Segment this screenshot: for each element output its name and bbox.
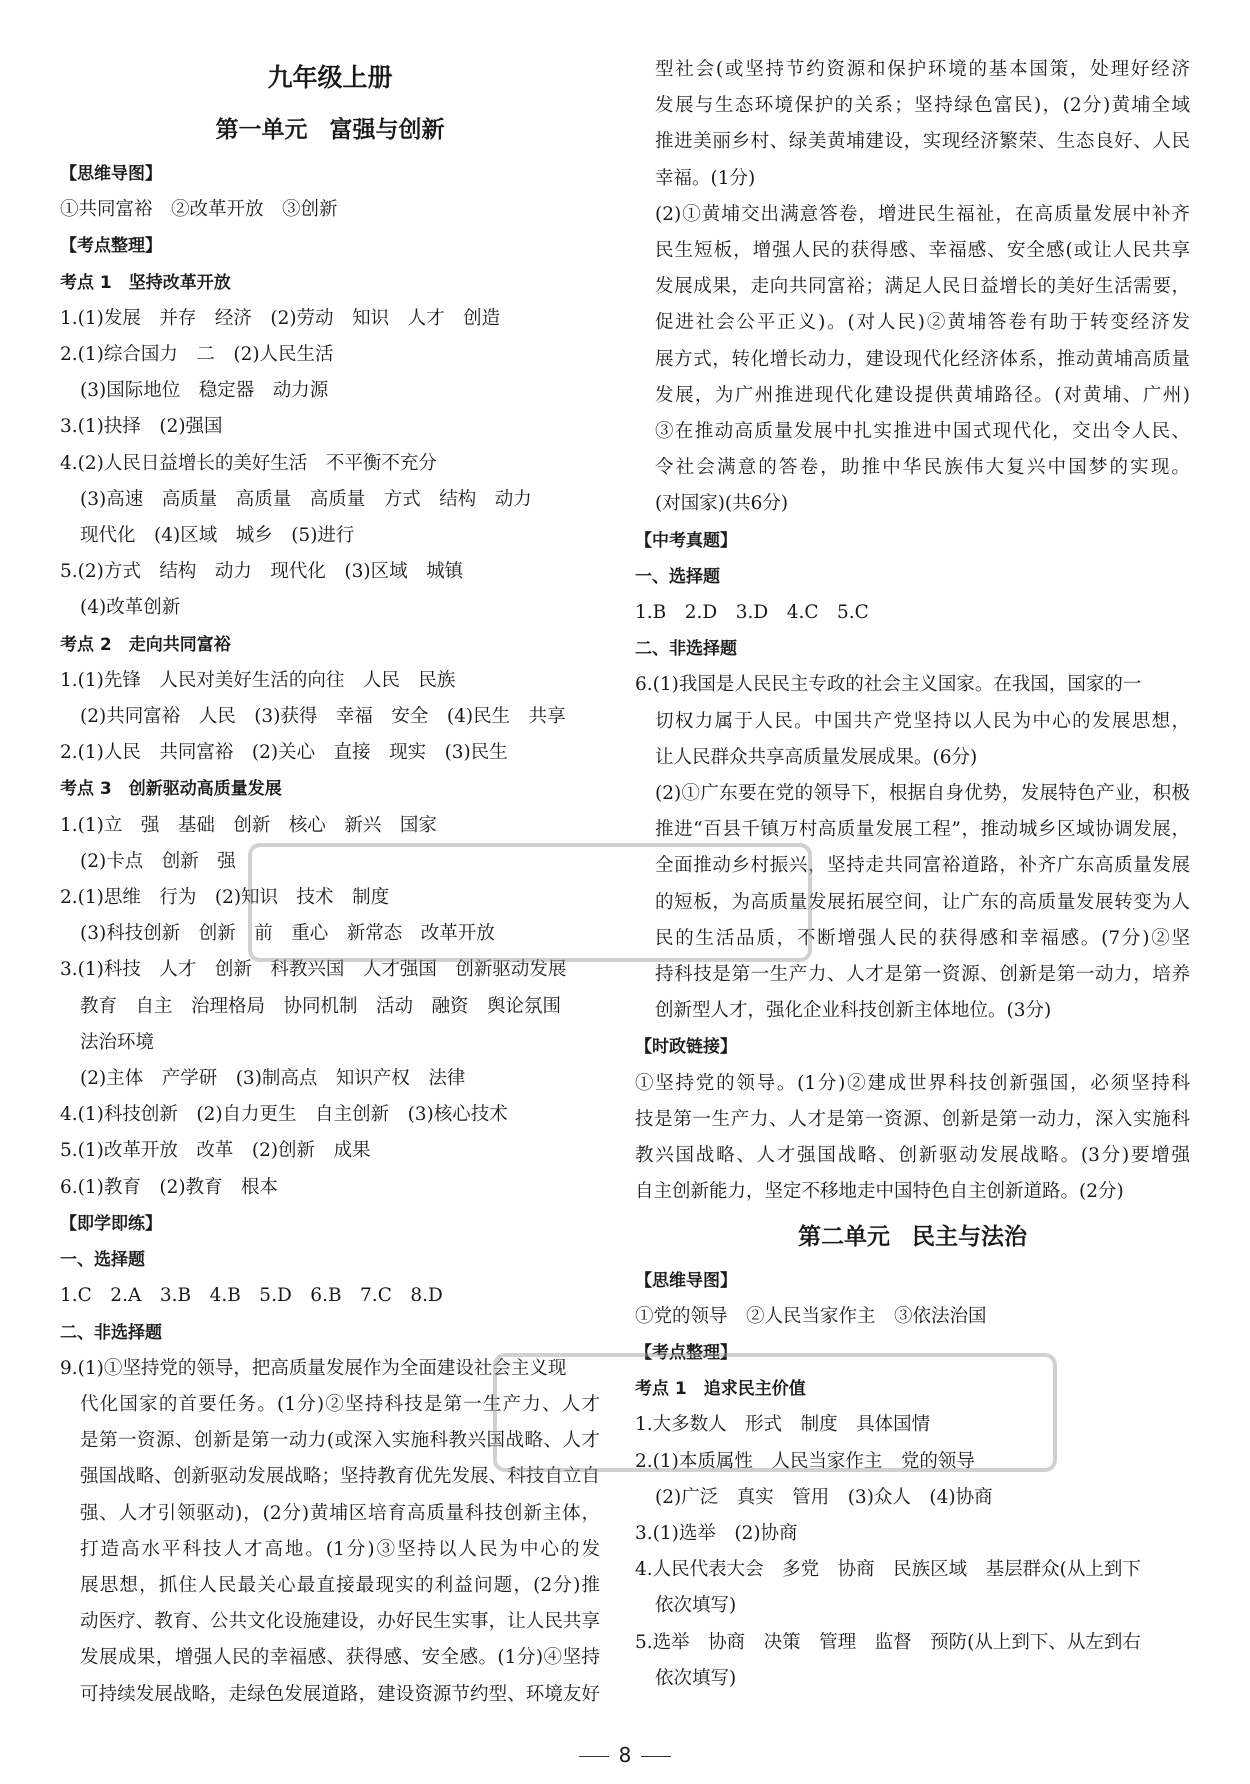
answer-line: (2)广泛 真实 管用 (3)众人 (4)协商 bbox=[655, 1486, 993, 1508]
answer-line: 法治环境 bbox=[80, 1031, 155, 1053]
section-heading: 二、非选择题 bbox=[60, 1322, 162, 1343]
answer-line: ①坚持党的领导。(1分)②建成世界科技创新强国，必须坚持科 bbox=[635, 1072, 1190, 1094]
answer-line: 自主创新能力，坚定不移地走中国特色自主创新道路。(2分) bbox=[635, 1181, 1124, 1203]
question-9-answer bbox=[60, 1351, 600, 1713]
answer-line: 展方式，转化增长动力，建设现代化经济体系，推动黄埔高质量 bbox=[655, 348, 1190, 370]
answer-line: (2)①黄埔交出满意答卷，增进民生福祉，在高质量发展中补齐 bbox=[655, 203, 1190, 225]
answer-line: 依次填写) bbox=[655, 1667, 737, 1689]
answer-line: 全面推动乡村振兴，坚持走共同富裕道路，补齐广东高质量发展 bbox=[655, 855, 1190, 877]
kaodian-3-list bbox=[60, 808, 600, 1206]
answer-line: 的短板，为高质量发展拓展空间，让广东的高质量发展转变为人 bbox=[655, 891, 1190, 913]
answer-line: 打造高水平科技人才高地。(1分)③坚持以人民为中心的发 bbox=[80, 1538, 600, 1560]
section-heading: 二、非选择题 bbox=[635, 639, 737, 660]
answer-line: (2)主体 产学研 (3)制高点 知识产权 法律 bbox=[80, 1068, 466, 1090]
answer-line: 民的生活品质，不断增强人民的获得感和幸福感。(7分)②坚 bbox=[655, 927, 1190, 949]
answer-line: (2)共同富裕 人民 (3)获得 幸福 安全 (4)民生 共享 bbox=[80, 706, 566, 728]
unit2-name: 民主与法治 bbox=[912, 1223, 1027, 1250]
section-heading: 一、选择题 bbox=[60, 1250, 145, 1271]
section-tag: 【中考真题】 bbox=[635, 530, 737, 551]
answer-line: 让人民群众共享高质量发展成果。(6分) bbox=[655, 746, 978, 768]
section-tag: 【时政链接】 bbox=[635, 1037, 737, 1058]
kaodian-title: 考点 3 创新驱动高质量发展 bbox=[60, 779, 282, 800]
answer-line: 发展与生态环境保护的关系；坚持绿色富民)，(2分)黄埔全域 bbox=[655, 95, 1190, 117]
kaodian-title: 考点 1 坚持改革开放 bbox=[60, 272, 231, 293]
answer-line: (3)科技创新 创新 前 重心 新常态 改革开放 bbox=[80, 923, 495, 945]
left-column bbox=[60, 52, 600, 1713]
answer-line: (3)国际地位 稳定器 动力源 bbox=[80, 380, 329, 402]
unit2-label: 第二单元 bbox=[798, 1223, 890, 1250]
answer-line: 代化国家的首要任务。(1分)②坚持科技是第一生产力、人才 bbox=[80, 1393, 600, 1415]
mind-map-answers: ①党的领导 ②人民当家作主 ③依法治国 bbox=[635, 1305, 987, 1327]
page-footer bbox=[0, 1743, 1250, 1767]
section-heading: 一、选择题 bbox=[635, 566, 720, 587]
kaodian-1-list bbox=[60, 301, 600, 627]
grade-title: 九年级上册 bbox=[267, 63, 393, 92]
section-tag: 【思维导图】 bbox=[60, 164, 162, 184]
answer-line: 4.(2)人民日益增长的美好生活 不平衡不充分 bbox=[60, 452, 437, 474]
answer-line: 3.(1)科技 人才 创新 科教兴国 人才强国 创新驱动发展 bbox=[60, 959, 567, 981]
answer-line: 民生短板，增强人民的获得感、幸福感、安全感(或让人民共享 bbox=[655, 240, 1190, 262]
answer-line: 型社会(或坚持节约资源和保护环境的基本国策，处理好经济 bbox=[655, 59, 1190, 80]
choice-answers: 1.C 2.A 3.B 4.B 5.D 6.B 7.C 8.D bbox=[60, 1285, 443, 1307]
answer-line: (对国家)(共6分) bbox=[655, 493, 789, 515]
unit2-kaodian-1-list bbox=[635, 1407, 1190, 1697]
unit2-title bbox=[635, 1211, 1190, 1263]
answer-line: 令社会满意的答卷，助推中华民族伟大复兴中国梦的实现。 bbox=[655, 457, 1190, 479]
question-9-continued bbox=[635, 52, 1190, 523]
answer-line: 持科技是第一生产力、人才是第一资源、创新是第一动力，培养 bbox=[655, 964, 1190, 986]
unit1-name: 富强与创新 bbox=[329, 117, 445, 143]
answer-line: 推进“百县千镇万村高质量发展工程”，推动城乡区域协调发展， bbox=[655, 819, 1190, 841]
answer-line: 促进社会公平正义)。(对人民)②黄埔答卷有助于转变经济发 bbox=[655, 312, 1190, 334]
answer-line: 创新型人才，强化企业科技创新主体地位。(3分) bbox=[655, 1000, 1052, 1022]
answer-line: 幸福。(1分) bbox=[655, 167, 756, 189]
answer-line: 3.(1)选举 (2)协商 bbox=[635, 1522, 798, 1544]
section-tag: 【考点整理】 bbox=[60, 236, 162, 257]
answer-line: 教育 自主 治理格局 协同机制 活动 融资 舆论氛围 bbox=[80, 995, 562, 1017]
answer-line: 教兴国战略、人才强国战略、创新驱动发展战略。(3分)要增强 bbox=[635, 1145, 1190, 1167]
answer-line: 1.(1)立 强 基础 创新 核心 新兴 国家 bbox=[60, 814, 437, 836]
kaodian-2-list bbox=[60, 663, 600, 772]
question-6-answer bbox=[635, 667, 1190, 1029]
answer-line: 9.(1)①坚持党的领导，把高质量发展作为全面建设社会主义现 bbox=[60, 1357, 567, 1379]
answer-line: 动医疗、教育、公共文化设施建设，办好民生实事，让人民共享 bbox=[80, 1611, 600, 1633]
kaodian-title: 考点 1 追求民主价值 bbox=[635, 1379, 806, 1400]
answer-line: 1.大多数人 形式 制度 具体国情 bbox=[635, 1414, 931, 1436]
answer-line: 6.(1)我国是人民民主专政的社会主义国家。在我国，国家的一 bbox=[635, 674, 1142, 696]
answer-line: 依次填写) bbox=[655, 1595, 737, 1617]
kaodian-title: 考点 2 走向共同富裕 bbox=[60, 634, 231, 655]
section-tag: 【考点整理】 bbox=[635, 1342, 737, 1363]
page-number: 8 bbox=[618, 1743, 632, 1767]
unit1-title bbox=[60, 104, 600, 156]
answer-line: 可持续发展战略，走绿色发展道路，建设资源节约型、环境友好 bbox=[80, 1683, 600, 1705]
answer-line: 发展成果，增强人民的幸福感、获得感、安全感。(1分)④坚持 bbox=[80, 1647, 600, 1669]
answer-line: 推进美丽乡村、绿美黄埔建设，实现经济繁荣、生态良好、人民 bbox=[655, 131, 1190, 153]
answer-line: 1.(1)发展 并存 经济 (2)劳动 知识 人才 创造 bbox=[60, 307, 501, 329]
answer-line: 展思想，抓住人民最关心最直接最现实的利益问题，(2分)推 bbox=[80, 1574, 600, 1596]
exam-choice-answers: 1.B 2.D 3.D 4.C 5.C bbox=[635, 602, 869, 624]
answer-line: 现代化 (4)区域 城乡 (5)进行 bbox=[80, 525, 355, 547]
answer-line: 1.(1)先锋 人民对美好生活的向往 人民 民族 bbox=[60, 669, 456, 691]
answer-line: 切权力属于人民。中国共产党坚持以人民为中心的发展思想， bbox=[655, 710, 1190, 732]
answer-line: (2)①广东要在党的领导下，根据自身优势，发展特色产业，积极 bbox=[655, 783, 1190, 805]
answer-line: 2.(1)本质属性 人民当家作主 党的领导 bbox=[635, 1450, 975, 1472]
unit1-label: 第一单元 bbox=[215, 117, 308, 143]
answer-line: 是第一资源、创新是第一动力(或深入实施科教兴国战略、人才 bbox=[80, 1430, 600, 1452]
answer-line: 6.(1)教育 (2)教育 根本 bbox=[60, 1176, 279, 1198]
answer-line: 4.(1)科技创新 (2)自力更生 自主创新 (3)核心技术 bbox=[60, 1104, 508, 1126]
mind-map-answers: ①共同富裕 ②改革开放 ③创新 bbox=[60, 199, 338, 221]
answer-line: 4.人民代表大会 多党 协商 民族区域 基层群众(从上到下 bbox=[635, 1559, 1141, 1581]
answer-line: ③在推动高质量发展中扎实推进中国式现代化，交出令人民、 bbox=[655, 421, 1190, 443]
current-affairs-answer bbox=[635, 1066, 1190, 1211]
answer-line: 5.选举 协商 决策 管理 监督 预防(从上到下、从左到右 bbox=[635, 1631, 1141, 1653]
section-tag: 【即学即练】 bbox=[60, 1213, 162, 1234]
right-column bbox=[635, 52, 1190, 1697]
answer-line: 2.(1)综合国力 二 (2)人民生活 bbox=[60, 344, 334, 366]
section-tag: 【思维导图】 bbox=[635, 1270, 737, 1291]
answer-line: (2)卡点 创新 强 bbox=[80, 850, 236, 872]
answer-line: 发展，为广州推进现代化建设提供黄埔路径。(对黄埔、广州) bbox=[655, 384, 1190, 406]
answer-line: 发展成果，走向共同富裕；满足人民日益增长的美好生活需要， bbox=[655, 276, 1190, 298]
answer-line: 2.(1)思维 行为 (2)知识 技术 制度 bbox=[60, 887, 390, 909]
answer-line: 5.(2)方式 结构 动力 现代化 (3)区域 城镇 bbox=[60, 561, 464, 583]
answer-line: 强、人才引领驱动)，(2分)黄埔区培育高质量科技创新主体， bbox=[80, 1502, 600, 1524]
answer-line: 强国战略、创新驱动发展战略；坚持教育优先发展、科技自立自 bbox=[80, 1466, 600, 1488]
answer-line: 技是第一生产力、人才是第一资源、创新是第一动力，深入实施科 bbox=[635, 1108, 1190, 1130]
answer-line: 2.(1)人民 共同富裕 (2)关心 直接 现实 (3)民生 bbox=[60, 742, 508, 764]
answer-line: 5.(1)改革开放 改革 (2)创新 成果 bbox=[60, 1140, 371, 1162]
answer-line: 3.(1)抉择 (2)强国 bbox=[60, 416, 223, 438]
answer-line: (3)高速 高质量 高质量 高质量 方式 结构 动力 bbox=[80, 488, 532, 510]
answer-line: (4)改革创新 bbox=[80, 597, 181, 619]
